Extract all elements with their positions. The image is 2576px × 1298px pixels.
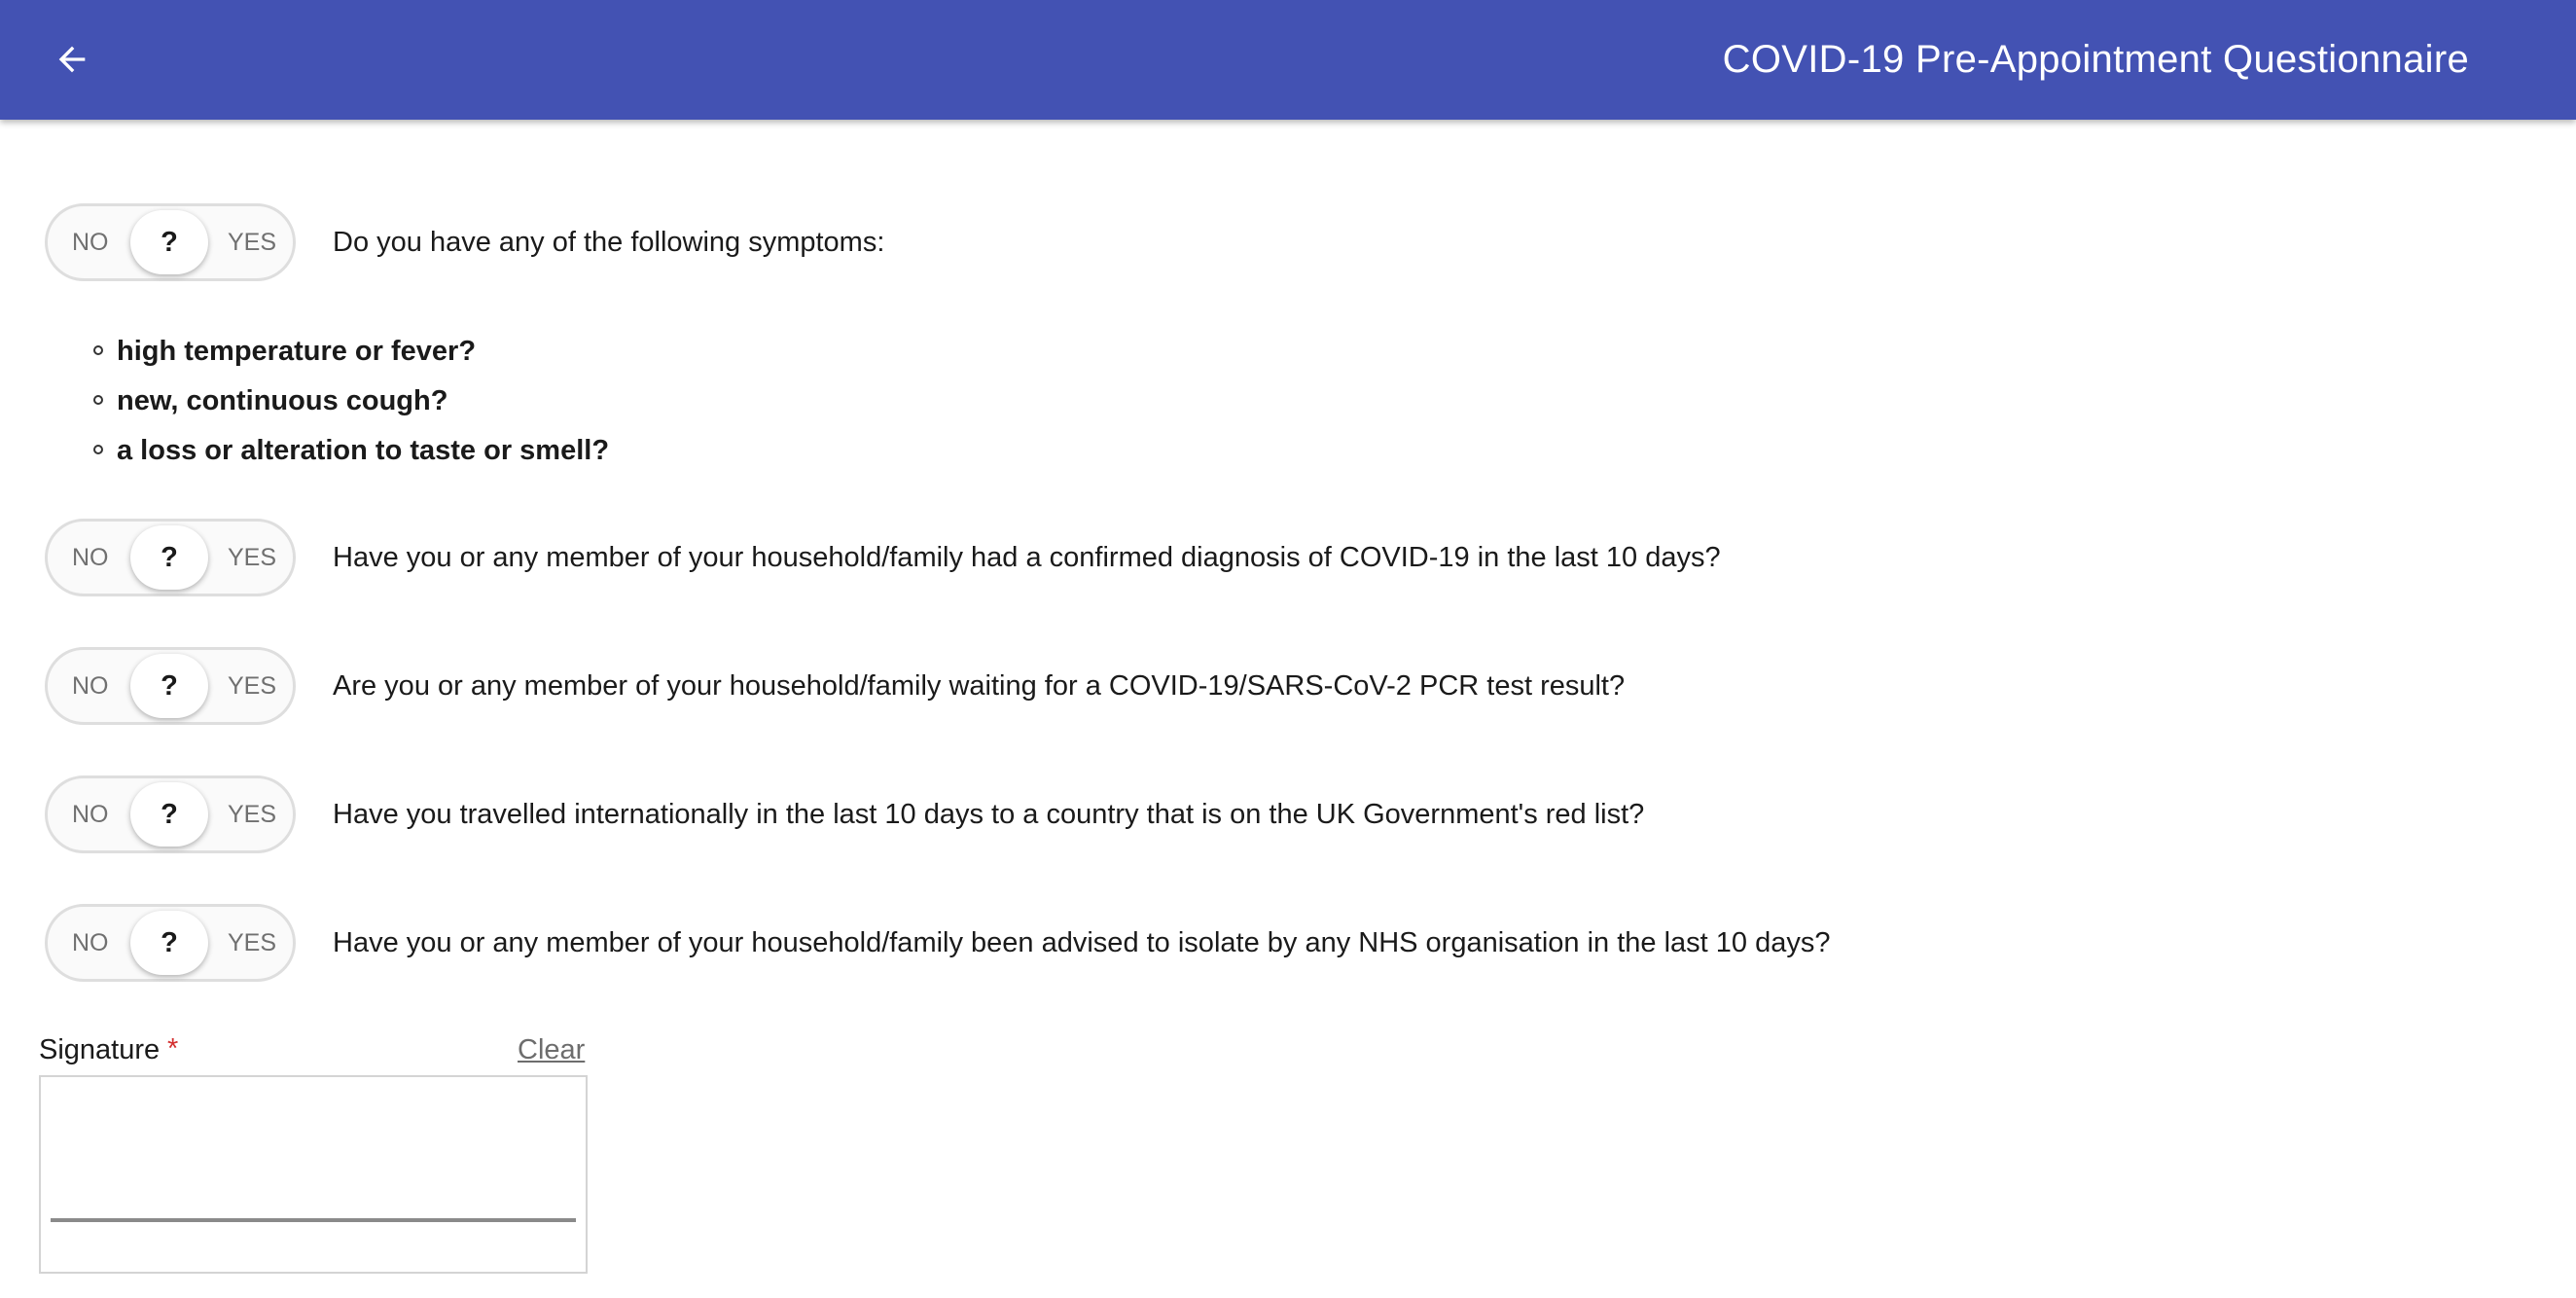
toggle-option-yes[interactable]: YES	[227, 229, 276, 256]
toggle-option-yes[interactable]: YES	[227, 544, 276, 571]
answer-toggle-q1[interactable]	[45, 203, 296, 281]
toggle-knob[interactable]: ?	[130, 654, 208, 718]
toggle-option-no[interactable]: NO	[72, 672, 109, 700]
page-title: COVID-19 Pre-Appointment Questionnaire	[1722, 38, 2469, 81]
answer-toggle-q5[interactable]	[45, 904, 296, 982]
list-item	[93, 380, 609, 430]
symptom-list	[93, 331, 609, 480]
symptom-text: high temperature or fever?	[117, 336, 477, 367]
answer-toggle-q3[interactable]	[45, 647, 296, 725]
signature-label: Signature	[39, 1034, 161, 1065]
signature-baseline	[51, 1218, 576, 1222]
required-marker: *	[167, 1033, 179, 1064]
toggle-knob[interactable]: ?	[130, 525, 208, 590]
toggle-option-no[interactable]: NO	[72, 929, 109, 956]
toggle-option-yes[interactable]: YES	[227, 801, 276, 828]
symptom-text: a loss or alteration to taste or smell?	[117, 435, 610, 466]
back-button[interactable]	[39, 26, 105, 92]
list-item	[93, 430, 609, 480]
app-header	[0, 0, 2576, 120]
clear-signature-link[interactable]: Clear	[518, 1034, 586, 1065]
list-item	[93, 331, 609, 380]
toggle-option-no[interactable]: NO	[72, 229, 109, 256]
symptom-text: new, continuous cough?	[117, 385, 448, 416]
question-text-q1: Do you have any of the following symptoms:	[333, 227, 885, 258]
toggle-knob[interactable]: ?	[130, 210, 208, 274]
bullet-circle-icon	[93, 445, 103, 454]
toggle-knob[interactable]: ?	[130, 911, 208, 975]
toggle-option-no[interactable]: NO	[72, 544, 109, 571]
toggle-option-yes[interactable]: YES	[227, 929, 276, 956]
answer-toggle-q2[interactable]	[45, 519, 296, 596]
signature-pad[interactable]	[39, 1075, 588, 1274]
toggle-option-yes[interactable]: YES	[227, 672, 276, 700]
toggle-knob[interactable]: ?	[130, 782, 208, 847]
arrow-left-icon	[53, 40, 91, 79]
bullet-circle-icon	[93, 345, 103, 355]
question-text-q4: Have you travelled internationally in the last 10 days to a country that is on the UK Government's red list?	[333, 799, 1645, 830]
answer-toggle-q4[interactable]	[45, 775, 296, 853]
toggle-option-no[interactable]: NO	[72, 801, 109, 828]
question-text-q2: Have you or any member of your household/family had a confirmed diagnosis of COVID-19 in the last 10 days?	[333, 542, 1721, 573]
question-text-q5: Have you or any member of your household/family been advised to isolate by any NHS organisation in the last 10 days?	[333, 927, 1831, 958]
question-text-q3: Are you or any member of your household/family waiting for a COVID-19/SARS-CoV-2 PCR test result?	[333, 670, 1626, 702]
bullet-circle-icon	[93, 395, 103, 405]
